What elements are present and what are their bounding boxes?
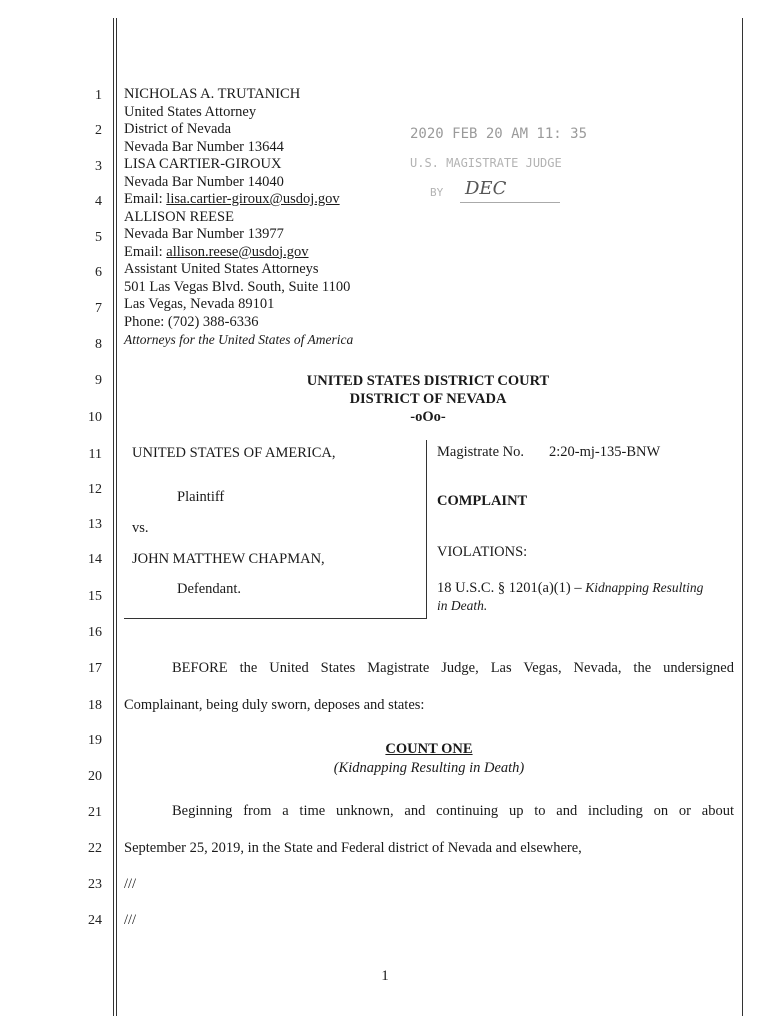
email-link[interactable]: allison.reese@usdoj.gov	[166, 243, 309, 260]
email-label: Email:	[124, 191, 167, 207]
line-number: 6	[95, 265, 102, 280]
stamp-by: BY	[430, 186, 444, 199]
violation-statute: 18 U.S.C. § 1201(a)(1) –	[437, 580, 586, 596]
stamp-date: 2020 FEB 20 AM 11: 35	[410, 126, 588, 142]
defendant-label: Defendant.	[177, 581, 242, 597]
continuation-marker: ///	[124, 912, 137, 928]
attorney-line: Assistant United States Attorneys	[124, 261, 319, 277]
case-caption-box	[124, 440, 427, 619]
line-number: 9	[95, 373, 102, 388]
line-number: 17	[88, 661, 102, 676]
attorney-line: NICHOLAS A. TRUTANICH	[124, 86, 301, 102]
right-margin-rule	[742, 18, 743, 1016]
line-number: 18	[88, 698, 102, 713]
line-number: 7	[95, 301, 102, 316]
paragraph-line-2: September 25, 2019, in the State and Federal district of Nevada and elsewhere,	[124, 840, 582, 856]
continuation-marker: ///	[124, 876, 137, 892]
magistrate-number: 2:20-mj-135-BNW	[549, 444, 661, 460]
attorney-line: Phone: (702) 388-6336	[124, 313, 259, 330]
line-number: 4	[95, 194, 102, 209]
violation-line	[437, 580, 703, 597]
magistrate-label: Magistrate No.	[437, 444, 524, 460]
line-number: 8	[95, 337, 102, 352]
attorney-line: Las Vegas, Nevada 89101	[124, 296, 275, 312]
attorney-line: Nevada Bar Number 13644	[124, 138, 284, 155]
page-number: 1	[381, 968, 389, 984]
line-number: 22	[88, 841, 102, 856]
violations-label: VIOLATIONS:	[437, 544, 528, 560]
email-link[interactable]: lisa.cartier-giroux@usdoj.gov	[166, 191, 340, 207]
court-district: DISTRICT OF NEVADA	[349, 391, 507, 407]
stamp-initials: DEC	[465, 178, 507, 199]
versus: vs.	[132, 520, 149, 536]
attorney-line: Nevada Bar Number 14040	[124, 173, 284, 190]
line-number: 10	[88, 410, 102, 425]
violation-description-cont: in Death.	[437, 598, 488, 613]
email-row	[124, 191, 353, 209]
line-number: 19	[88, 733, 102, 748]
line-number: 2	[95, 123, 102, 138]
attorney-line: 501 Las Vegas Blvd. South, Suite 1100	[124, 278, 351, 295]
plaintiff-name: UNITED STATES OF AMERICA,	[132, 445, 336, 461]
line-number: 11	[88, 447, 102, 462]
intro-line-1: BEFORE the United States Magistrate Judge, Las Vegas, Nevada, the undersigned	[172, 660, 734, 676]
line-number: 23	[88, 877, 102, 892]
stamp-office: U.S. MAGISTRATE JUDGE	[410, 156, 562, 170]
attorney-line: Nevada Bar Number 13977	[124, 226, 284, 242]
count-title: COUNT ONE	[385, 741, 473, 757]
left-margin-rule-inner	[116, 18, 117, 1016]
line-number: 15	[88, 589, 102, 604]
line-number: 16	[88, 625, 102, 640]
line-number: 12	[88, 482, 102, 497]
count-subtitle: (Kidnapping Resulting in Death)	[333, 760, 525, 776]
violation-description: Kidnapping Resulting	[585, 580, 704, 595]
attorney-line: United States Attorney	[124, 103, 257, 120]
stamp-signature-line	[460, 202, 560, 203]
attorney-line: ALLISON REESE	[124, 208, 234, 225]
attorneys-for: Attorneys for the United States of America	[124, 332, 354, 347]
attorney-line: District of Nevada	[124, 121, 232, 137]
line-number: 5	[95, 230, 102, 245]
court-ornament: -oOo-	[410, 409, 446, 425]
court-name: UNITED STATES DISTRICT COURT	[306, 373, 550, 389]
defendant-name: JOHN MATTHEW CHAPMAN,	[132, 551, 325, 567]
paragraph-line-1: Beginning from a time unknown, and continuing up to and including on or about	[172, 803, 734, 819]
intro-line-2: Complainant, being duly sworn, deposes and states:	[124, 697, 425, 713]
email-label: Email:	[124, 243, 167, 260]
attorney-block	[124, 86, 353, 349]
line-number: 3	[95, 159, 102, 174]
left-margin-rule-outer	[113, 18, 114, 1016]
line-number: 14	[88, 552, 102, 567]
document-type: COMPLAINT	[437, 493, 528, 509]
line-number: 24	[88, 913, 102, 928]
line-number: 21	[88, 805, 102, 820]
attorney-line: LISA CARTIER-GIROUX	[124, 156, 282, 172]
line-number: 13	[88, 517, 102, 532]
email-row	[124, 244, 353, 262]
plaintiff-label: Plaintiff	[177, 489, 225, 505]
line-number: 1	[95, 88, 102, 103]
line-number: 20	[88, 769, 102, 784]
